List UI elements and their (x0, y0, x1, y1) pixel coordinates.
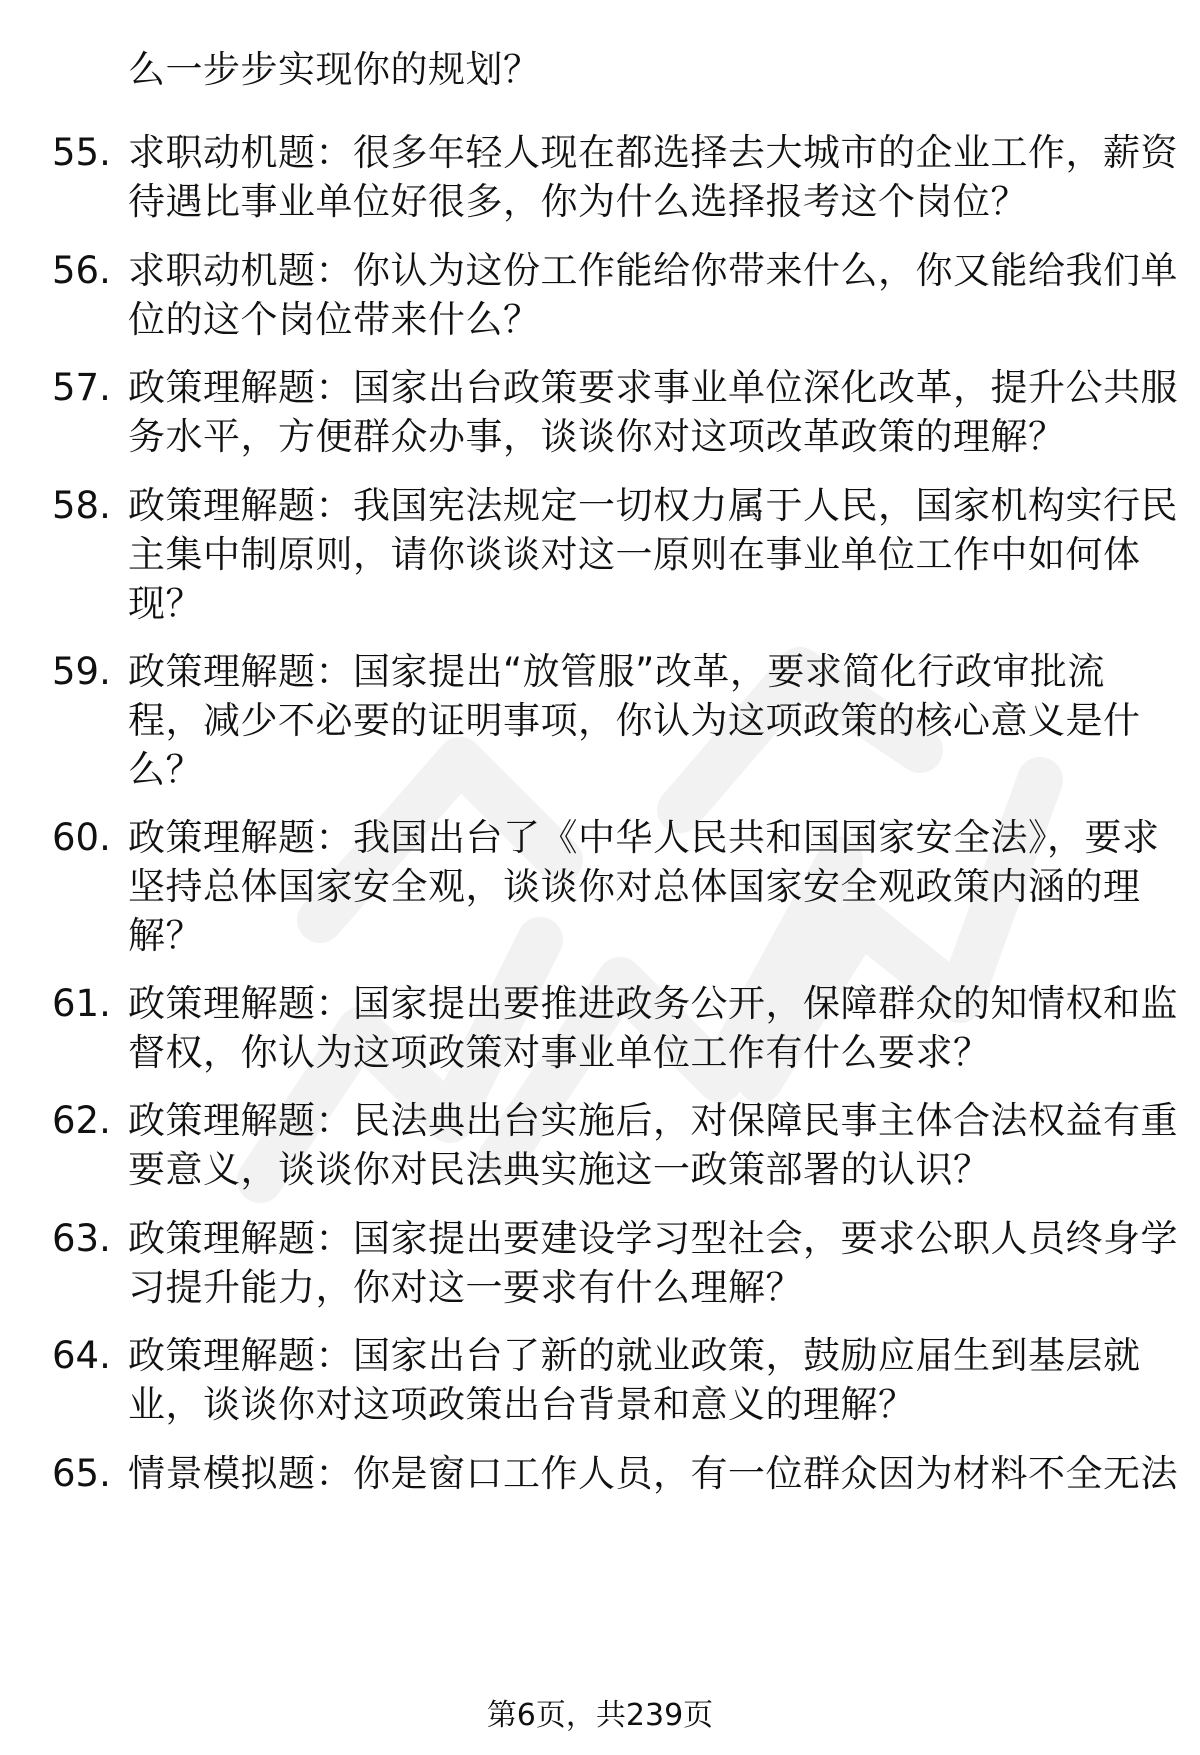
item-number: 56. (52, 249, 111, 292)
item-line: 现？ (128, 582, 203, 625)
continuation-line: 么一步步实现你的规划？ (128, 48, 541, 91)
item-line: 业，谈谈你对这项政策出台背景和意义的理解？ (128, 1383, 916, 1426)
item-number: 63. (52, 1217, 111, 1260)
item-line: 要意义，谈谈你对民法典实施这一政策部署的认识？ (128, 1148, 991, 1191)
item-line: 政策理解题：国家出台了新的就业政策，鼓励应届生到基层就 (128, 1334, 1141, 1377)
item-line: 位的这个岗位带来什么？ (128, 298, 541, 341)
item-line: 政策理解题：我国宪法规定一切权力属于人民，国家机构实行民 (128, 484, 1178, 527)
item-line: 政策理解题：国家提出要推进政务公开，保障群众的知情权和监 (128, 982, 1178, 1025)
item-line: 政策理解题：国家提出要建设学习型社会，要求公职人员终身学 (128, 1217, 1178, 1260)
item-line: 坚持总体国家安全观，谈谈你对总体国家安全观政策内涵的理 (128, 865, 1141, 908)
item-number: 64. (52, 1334, 111, 1377)
item-line: 政策理解题：国家提出“放管服”改革，要求简化行政审批流 (128, 650, 1105, 693)
item-number: 62. (52, 1099, 111, 1142)
item-number: 65. (52, 1452, 111, 1495)
item-line: 督权，你认为这项政策对事业单位工作有什么要求？ (128, 1031, 991, 1074)
item-line: 务水平，方便群众办事，谈谈你对这项改革政策的理解？ (128, 415, 1066, 458)
item-line: 政策理解题：民法典出台实施后，对保障民事主体合法权益有重 (128, 1099, 1178, 1142)
item-line: 求职动机题：很多年轻人现在都选择去大城市的企业工作，薪资 (128, 131, 1178, 174)
item-number: 58. (52, 484, 111, 527)
item-line: 主集中制原则，请你谈谈对这一原则在事业单位工作中如何体 (128, 533, 1141, 576)
item-line: 政策理解题：国家出台政策要求事业单位深化改革，提升公共服 (128, 366, 1178, 409)
item-line: 情景模拟题：你是窗口工作人员，有一位群众因为材料不全无法 (128, 1452, 1178, 1495)
item-line: 解？ (128, 914, 203, 957)
item-number: 57. (52, 366, 111, 409)
item-number: 59. (52, 650, 111, 693)
item-line: 待遇比事业单位好很多，你为什么选择报考这个岗位？ (128, 180, 1028, 223)
item-line: 政策理解题：我国出台了《中华人民共和国国家安全法》，要求 (128, 816, 1160, 859)
item-line: 程，减少不必要的证明事项，你认为这项政策的核心意义是什 (128, 699, 1141, 742)
item-line: 么？ (128, 748, 203, 791)
item-number: 60. (52, 816, 111, 859)
item-number: 55. (52, 131, 111, 174)
page-footer: 第6页，共239页 (486, 1698, 714, 1733)
item-line: 习提升能力，你对这一要求有什么理解？ (128, 1266, 803, 1309)
item-line: 求职动机题：你认为这份工作能给你带来什么，你又能给我们单 (128, 249, 1178, 292)
item-number: 61. (52, 982, 111, 1025)
